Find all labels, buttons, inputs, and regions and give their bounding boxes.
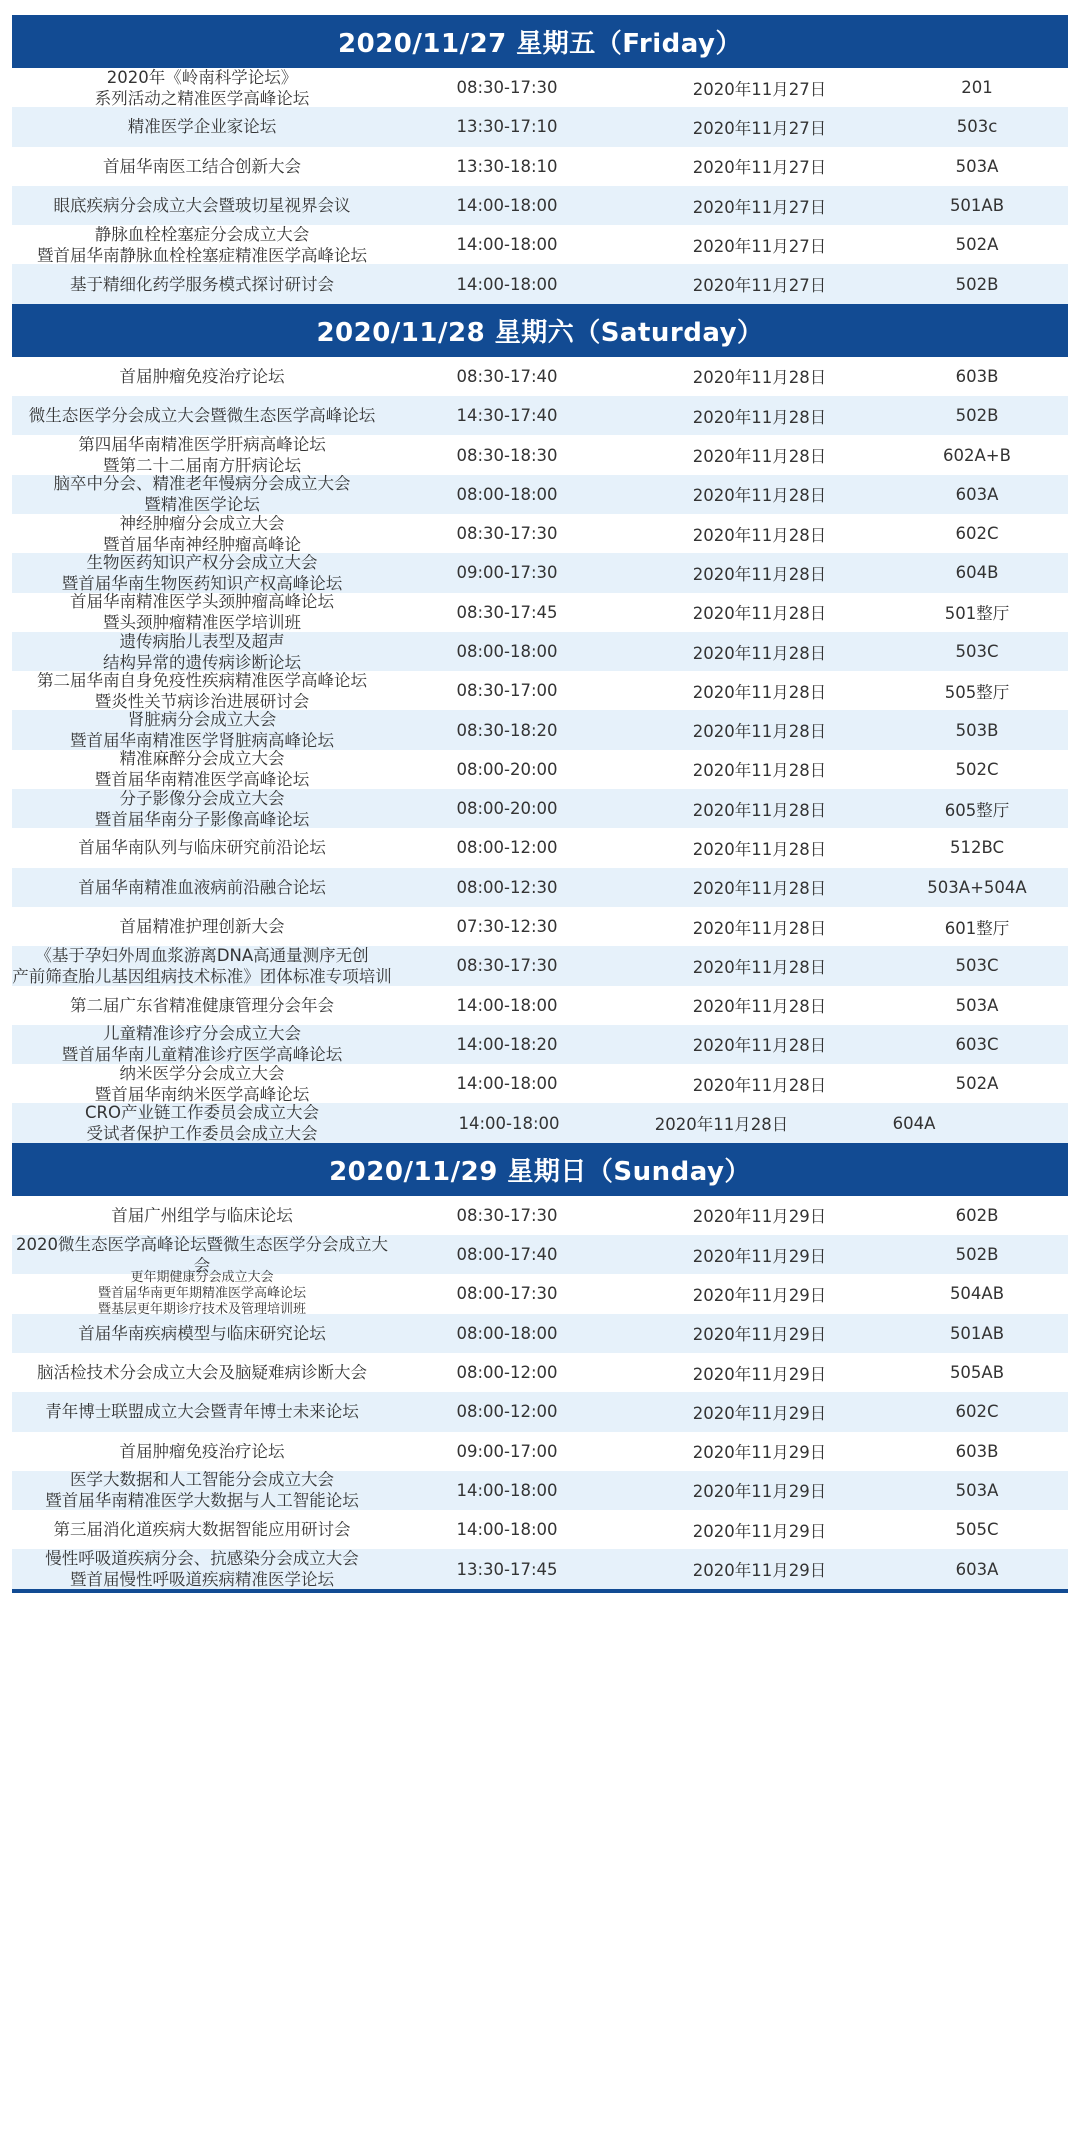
table-row bbox=[12, 475, 1068, 514]
event-date: 2020年11月28日 bbox=[692, 957, 827, 977]
event-time: 08:00-18:00 bbox=[456, 484, 558, 504]
event-name-line: 脑卒中分会、精准老年慢病分会成立大会 bbox=[53, 474, 351, 494]
table-row bbox=[12, 1269, 1068, 1317]
event-name-line: 暨第二十二届南方肝病论坛 bbox=[103, 456, 301, 476]
table-row bbox=[12, 671, 1068, 710]
event-name-line: 结构异常的遗传病诊断论坛 bbox=[103, 652, 301, 672]
event-room: 603C bbox=[955, 1034, 999, 1054]
event-name-line: 第四届华南精准医学肝病高峰论坛 bbox=[78, 435, 326, 455]
event-room: 512BC bbox=[949, 838, 1005, 858]
event-name-line: 青年博士联盟成立大会暨青年博士未来论坛 bbox=[45, 1402, 359, 1422]
event-room: 603A bbox=[955, 484, 999, 504]
event-name bbox=[12, 916, 392, 937]
event-time: 08:30-18:30 bbox=[456, 445, 558, 465]
event-name-line: 暨首届华南更年期精准医学高峰论坛 bbox=[97, 1285, 306, 1301]
event-name bbox=[12, 1205, 392, 1226]
table-row bbox=[12, 186, 1068, 225]
day-header: 2020/11/28 星期六（Saturday） bbox=[12, 304, 1068, 357]
event-date: 2020年11月27日 bbox=[692, 79, 827, 99]
event-time: 14:30-17:40 bbox=[456, 406, 558, 426]
event-name bbox=[12, 195, 392, 216]
table-row bbox=[12, 868, 1068, 907]
event-name bbox=[12, 837, 392, 858]
event-name-line: 生物医药知识产权分会成立大会 bbox=[86, 552, 318, 572]
event-date: 2020年11月29日 bbox=[692, 1561, 827, 1581]
event-name-line: 暨首届华南精准医学高峰论坛 bbox=[94, 770, 310, 790]
event-date: 2020年11月28日 bbox=[692, 879, 827, 899]
event-time: 08:30-17:30 bbox=[456, 78, 558, 98]
event-name bbox=[12, 1023, 392, 1065]
event-time: 08:30-17:45 bbox=[456, 602, 558, 622]
event-name-line: 首届华南精准血液病前沿融合论坛 bbox=[78, 877, 326, 897]
event-time: 08:30-17:40 bbox=[456, 366, 558, 386]
event-room: 602C bbox=[955, 1402, 999, 1422]
event-room: 602C bbox=[955, 524, 999, 544]
event-name bbox=[12, 945, 392, 987]
event-name bbox=[12, 1362, 392, 1383]
event-room: 502B bbox=[955, 274, 999, 294]
event-time: 08:00-12:00 bbox=[456, 1402, 558, 1422]
event-date: 2020年11月27日 bbox=[692, 118, 827, 138]
event-name-line: 首届肿瘤免疫治疗论坛 bbox=[119, 1441, 285, 1461]
event-time: 08:00-17:40 bbox=[456, 1245, 558, 1265]
event-time: 08:30-17:30 bbox=[456, 1205, 558, 1225]
event-time: 08:00-12:00 bbox=[456, 838, 558, 858]
event-room: 503c bbox=[956, 117, 998, 137]
event-date: 2020年11月28日 bbox=[692, 800, 827, 820]
event-room: 504AB bbox=[949, 1284, 1005, 1304]
event-date: 2020年11月27日 bbox=[692, 158, 827, 178]
event-time: 14:00-18:00 bbox=[456, 235, 558, 255]
event-room: 503B bbox=[955, 720, 999, 740]
event-time: 14:00-18:00 bbox=[456, 1480, 558, 1500]
event-name-line: 2020微生态医学高峰论坛暨微生态医学分会成立大会 bbox=[16, 1234, 388, 1275]
event-room: 603B bbox=[955, 1441, 999, 1461]
event-name-line: 第二届华南自身免疫性疾病精准医学高峰论坛 bbox=[37, 670, 367, 690]
table-row bbox=[12, 1353, 1068, 1392]
table-row bbox=[12, 1103, 1068, 1142]
event-name-line: 神经肿瘤分会成立大会 bbox=[119, 513, 285, 533]
event-name-line: 2020年《岭南科学论坛》 bbox=[106, 67, 298, 87]
event-name bbox=[12, 513, 392, 555]
event-date: 2020年11月28日 bbox=[692, 761, 827, 781]
table-row bbox=[12, 1235, 1068, 1274]
event-date: 2020年11月28日 bbox=[692, 643, 827, 663]
table-row bbox=[12, 828, 1068, 867]
event-time: 14:00-18:00 bbox=[456, 1074, 558, 1094]
event-date: 2020年11月29日 bbox=[692, 1207, 827, 1227]
event-room: 503A bbox=[955, 156, 999, 176]
event-room: 503A bbox=[955, 995, 999, 1015]
event-name-line: 首届华南疾病模型与临床研究论坛 bbox=[78, 1323, 326, 1343]
event-date: 2020年11月28日 bbox=[692, 407, 827, 427]
event-room: 602B bbox=[955, 1205, 999, 1225]
event-time: 08:30-18:20 bbox=[456, 720, 558, 740]
event-date: 2020年11月28日 bbox=[692, 839, 827, 859]
event-name-line: 首届华南医工结合创新大会 bbox=[103, 156, 301, 176]
event-name bbox=[12, 1548, 392, 1590]
event-name-line: 静脉血栓栓塞症分会成立大会 bbox=[94, 224, 310, 244]
event-date: 2020年11月29日 bbox=[692, 1521, 827, 1541]
event-name bbox=[12, 1270, 392, 1318]
event-room: 502C bbox=[955, 759, 999, 779]
event-date: 2020年11月28日 bbox=[692, 447, 827, 467]
event-name bbox=[12, 67, 392, 109]
event-date: 2020年11月28日 bbox=[654, 1115, 789, 1135]
table-row bbox=[12, 357, 1068, 396]
event-date: 2020年11月29日 bbox=[692, 1403, 827, 1423]
event-name bbox=[12, 591, 392, 633]
event-date: 2020年11月28日 bbox=[692, 682, 827, 702]
event-name-line: 暨首届华南儿童精准诊疗医学高峰论坛 bbox=[61, 1045, 343, 1065]
event-name-line: 暨头颈肿瘤精准医学培训班 bbox=[103, 613, 301, 633]
event-name bbox=[12, 366, 392, 387]
day-header: 2020/11/27 星期五（Friday） bbox=[12, 15, 1068, 68]
event-room: 505整厅 bbox=[944, 682, 1010, 702]
event-date: 2020年11月28日 bbox=[692, 368, 827, 388]
table-row bbox=[12, 107, 1068, 146]
event-date: 2020年11月27日 bbox=[692, 276, 827, 296]
event-time: 08:00-20:00 bbox=[456, 799, 558, 819]
event-time: 14:00-18:00 bbox=[456, 995, 558, 1015]
event-time: 08:30-17:30 bbox=[456, 524, 558, 544]
event-name-line: 暨精准医学论坛 bbox=[144, 495, 260, 515]
event-time: 08:00-12:30 bbox=[456, 877, 558, 897]
event-room: 503C bbox=[955, 642, 999, 661]
event-date: 2020年11月28日 bbox=[692, 918, 827, 938]
event-name-line: 第三届消化道疾病大数据智能应用研讨会 bbox=[53, 1520, 351, 1540]
table-row bbox=[12, 632, 1068, 671]
event-time: 14:00-18:20 bbox=[456, 1034, 558, 1054]
event-name-line: 首届华南队列与临床研究前沿论坛 bbox=[78, 838, 326, 858]
event-name bbox=[12, 788, 392, 830]
event-name-line: 暨首届华南精准医学大数据与人工智能论坛 bbox=[45, 1491, 359, 1511]
event-name-line: 暨炎性关节病诊治进展研讨会 bbox=[94, 691, 310, 711]
event-room: 603A bbox=[955, 1559, 999, 1579]
event-name-line: 暨首届慢性呼吸道疾病精准医学论坛 bbox=[70, 1570, 334, 1590]
event-room: 502B bbox=[955, 406, 999, 426]
event-name-line: 更年期健康分会成立大会 bbox=[130, 1269, 274, 1285]
table-row bbox=[12, 1510, 1068, 1549]
schedule-table bbox=[12, 15, 1068, 1593]
event-name-line: 产前筛查胎儿基因组病技术标准》团体标准专项培训 bbox=[12, 966, 392, 986]
table-row bbox=[12, 1314, 1068, 1353]
event-name-line: 纳米医学分会成立大会 bbox=[119, 1063, 285, 1083]
table-row bbox=[12, 68, 1068, 107]
event-date: 2020年11月28日 bbox=[692, 1075, 827, 1095]
event-time: 13:30-18:10 bbox=[456, 156, 558, 176]
event-name bbox=[12, 1441, 392, 1462]
table-row bbox=[12, 435, 1068, 474]
event-date: 2020年11月28日 bbox=[692, 525, 827, 545]
table-row bbox=[12, 1064, 1068, 1103]
event-name-line: 首届精准护理创新大会 bbox=[119, 917, 285, 937]
event-time: 14:00-18:00 bbox=[456, 274, 558, 294]
table-row bbox=[12, 907, 1068, 946]
table-row bbox=[12, 147, 1068, 186]
event-room: 604A bbox=[892, 1113, 936, 1133]
event-date: 2020年11月28日 bbox=[692, 604, 827, 624]
event-time: 08:00-18:00 bbox=[456, 1323, 558, 1343]
event-time: 07:30-12:30 bbox=[456, 917, 558, 937]
event-time: 09:00-17:30 bbox=[456, 563, 558, 583]
event-room: 505C bbox=[955, 1520, 999, 1540]
event-time: 08:00-12:00 bbox=[456, 1363, 558, 1383]
event-name bbox=[12, 1401, 392, 1422]
event-name-line: 精准医学企业家论坛 bbox=[127, 117, 277, 137]
event-name bbox=[12, 1102, 392, 1144]
event-date: 2020年11月28日 bbox=[692, 722, 827, 742]
event-name bbox=[12, 1469, 392, 1511]
event-date: 2020年11月28日 bbox=[692, 564, 827, 584]
event-date: 2020年11月29日 bbox=[692, 1443, 827, 1463]
event-name-line: 首届广州组学与临床论坛 bbox=[111, 1205, 293, 1225]
event-name bbox=[12, 995, 392, 1016]
event-date: 2020年11月29日 bbox=[692, 1482, 827, 1502]
event-name-line: 眼底疾病分会成立大会暨玻切星视界会议 bbox=[53, 196, 351, 216]
event-name bbox=[12, 434, 392, 476]
event-name-line: 受试者保护工作委员会成立大会 bbox=[86, 1124, 318, 1144]
table-row bbox=[12, 750, 1068, 789]
event-name-line: 暨基层更年期诊疗技术及管理培训班 bbox=[97, 1301, 306, 1317]
event-name-line: 第二届广东省精准健康管理分会年会 bbox=[70, 995, 334, 1015]
event-name-line: 暨首届华南分子影像高峰论坛 bbox=[94, 809, 310, 829]
event-name-line: 暨首届华南静脉血栓栓塞症精准医学高峰论坛 bbox=[37, 245, 367, 265]
event-name bbox=[12, 274, 392, 295]
event-date: 2020年11月28日 bbox=[692, 486, 827, 506]
event-room: 501AB bbox=[949, 196, 1005, 216]
event-name-line: 医学大数据和人工智能分会成立大会 bbox=[70, 1470, 334, 1490]
table-row bbox=[12, 1025, 1068, 1064]
event-name-line: 暨首届华南精准医学肾脏病高峰论坛 bbox=[70, 731, 334, 751]
event-room: 501AB bbox=[949, 1323, 1005, 1343]
event-date: 2020年11月29日 bbox=[692, 1325, 827, 1345]
day-header: 2020/11/29 星期日（Sunday） bbox=[12, 1143, 1068, 1196]
event-room: 501整厅 bbox=[944, 604, 1010, 624]
event-room: 601整厅 bbox=[944, 918, 1010, 938]
event-name bbox=[12, 405, 392, 426]
table-row bbox=[12, 1432, 1068, 1471]
event-time: 14:00-18:00 bbox=[458, 1113, 560, 1133]
event-time: 08:30-17:00 bbox=[456, 681, 558, 701]
event-room: 503A+504A bbox=[927, 877, 1027, 897]
event-room: 604B bbox=[955, 563, 999, 583]
event-name bbox=[12, 224, 392, 266]
event-date: 2020年11月29日 bbox=[692, 1285, 827, 1305]
event-date: 2020年11月29日 bbox=[692, 1246, 827, 1266]
table-row bbox=[12, 264, 1068, 303]
table-row bbox=[12, 1471, 1068, 1510]
event-room: 605整厅 bbox=[944, 800, 1010, 820]
event-name-line: 脑活检技术分会成立大会及脑疑难病诊断大会 bbox=[37, 1363, 367, 1383]
event-room: 502B bbox=[955, 1245, 999, 1265]
event-date: 2020年11月28日 bbox=[692, 1036, 827, 1056]
event-name bbox=[12, 1063, 392, 1105]
event-time: 14:00-18:00 bbox=[456, 1520, 558, 1540]
event-name bbox=[12, 709, 392, 751]
event-name-line: 首届肿瘤免疫治疗论坛 bbox=[119, 366, 285, 386]
event-time: 14:00-18:00 bbox=[456, 196, 558, 216]
event-name bbox=[12, 670, 392, 712]
event-time: 13:30-17:45 bbox=[456, 1559, 558, 1579]
event-time: 08:00-18:00 bbox=[456, 642, 558, 661]
event-name-line: 分子影像分会成立大会 bbox=[119, 788, 285, 808]
table-row bbox=[12, 1196, 1068, 1235]
table-row bbox=[12, 986, 1068, 1025]
event-time: 08:30-17:30 bbox=[456, 956, 558, 976]
event-name bbox=[12, 631, 392, 673]
event-time: 09:00-17:00 bbox=[456, 1441, 558, 1461]
table-row bbox=[12, 1549, 1068, 1588]
event-room: 503A bbox=[955, 1480, 999, 1500]
event-name-line: 遗传病胎儿表型及超声 bbox=[119, 631, 285, 651]
event-name bbox=[12, 1323, 392, 1344]
event-name bbox=[12, 1519, 392, 1540]
event-time: 08:00-17:30 bbox=[456, 1284, 558, 1304]
event-name-line: 首届华南精准医学头颈肿瘤高峰论坛 bbox=[70, 592, 334, 612]
event-room: 603B bbox=[955, 366, 999, 386]
event-name bbox=[12, 473, 392, 515]
event-name-line: 《基于孕妇外周血浆游离DNA高通量测序无创 bbox=[35, 945, 369, 965]
table-row bbox=[12, 396, 1068, 435]
event-name-line: 暨首届华南生物医药知识产权高峰论坛 bbox=[61, 573, 343, 593]
event-room: 201 bbox=[961, 78, 993, 98]
event-date: 2020年11月27日 bbox=[692, 197, 827, 217]
event-name-line: 肾脏病分会成立大会 bbox=[127, 710, 277, 730]
table-row bbox=[12, 593, 1068, 632]
event-name-line: 暨首届华南纳米医学高峰论坛 bbox=[94, 1084, 310, 1104]
event-name bbox=[12, 552, 392, 594]
table-row bbox=[12, 514, 1068, 553]
event-name-line: 微生态医学分会成立大会暨微生态医学高峰论坛 bbox=[28, 406, 376, 426]
event-name bbox=[12, 748, 392, 790]
event-time: 13:30-17:10 bbox=[456, 117, 558, 137]
event-room: 503C bbox=[955, 956, 999, 976]
table-row bbox=[12, 225, 1068, 264]
event-room: 502A bbox=[955, 1074, 999, 1094]
event-date: 2020年11月27日 bbox=[692, 236, 827, 256]
event-name bbox=[12, 116, 392, 137]
event-time: 08:00-20:00 bbox=[456, 759, 558, 779]
table-row bbox=[12, 1392, 1068, 1431]
event-date: 2020年11月29日 bbox=[692, 1364, 827, 1384]
table-row bbox=[12, 789, 1068, 828]
event-name-line: 暨首届华南神经肿瘤高峰论 bbox=[103, 534, 301, 554]
event-room: 505AB bbox=[949, 1363, 1005, 1383]
event-room: 502A bbox=[955, 235, 999, 255]
event-name bbox=[12, 877, 392, 898]
event-name-line: 精准麻醉分会成立大会 bbox=[119, 749, 285, 769]
event-name-line: 儿童精准诊疗分会成立大会 bbox=[103, 1024, 301, 1044]
event-room: 602A+B bbox=[943, 445, 1011, 465]
event-name-line: 系列活动之精准医学高峰论坛 bbox=[94, 88, 310, 108]
table-row bbox=[12, 553, 1068, 592]
event-name-line: 基于精细化药学服务模式探讨研讨会 bbox=[70, 274, 334, 294]
event-name-line: CRO产业链工作委员会成立大会 bbox=[85, 1103, 319, 1123]
event-name bbox=[12, 156, 392, 177]
table-row bbox=[12, 946, 1068, 985]
event-name-line: 慢性呼吸道疾病分会、抗感染分会成立大会 bbox=[45, 1549, 359, 1569]
table-row bbox=[12, 710, 1068, 749]
event-date: 2020年11月28日 bbox=[692, 997, 827, 1017]
